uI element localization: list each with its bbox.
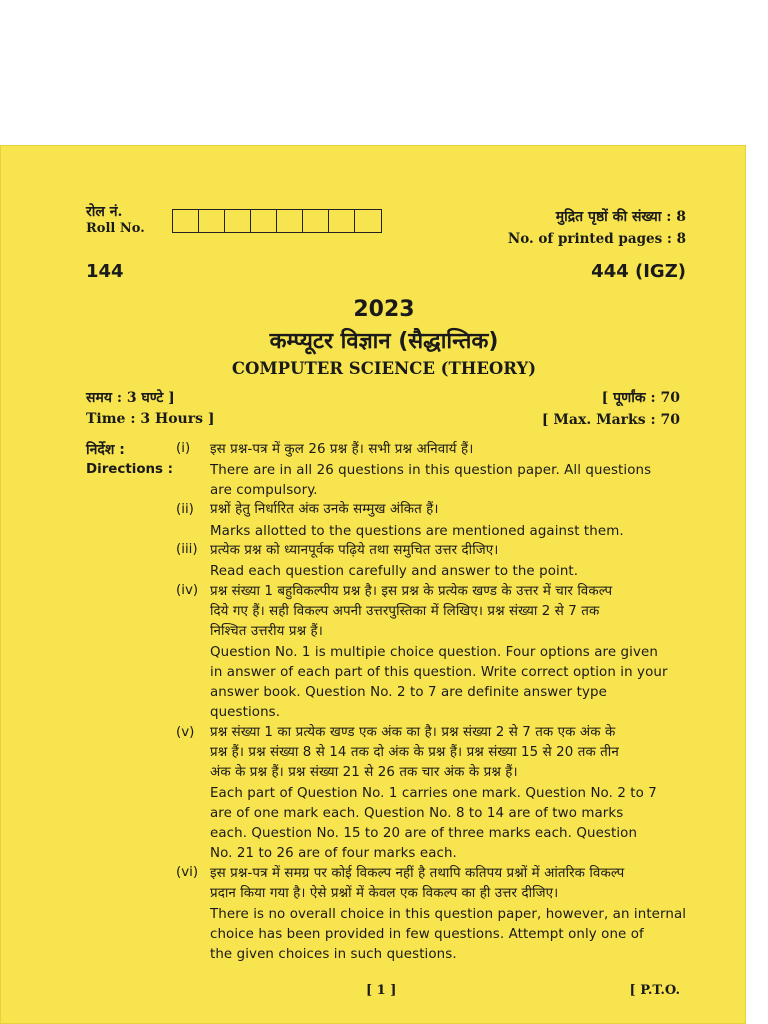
direction-text-english-line: No. 21 to 26 are of four marks each. (210, 846, 457, 861)
max-marks-hindi: [ पूर्णांक : 70 (601, 390, 680, 406)
direction-text-english-line: Each part of Question No. 1 carries one mark. Question No. 2 to 7 (210, 786, 657, 801)
direction-text-english-line: in answer of each part of this question. Write correct option in your (210, 665, 668, 680)
direction-text-english-line: Read each question carefully and answer to the point. (210, 564, 579, 579)
roll-label-english: Roll No. (86, 221, 145, 236)
direction-text-english-line: There is no overall choice in this question paper, however, an internal (210, 907, 687, 922)
please-turn-over: [ P.T.O. (629, 983, 680, 998)
direction-text-english-line: the given choices in such questions. (210, 947, 457, 962)
direction-number: (i) (176, 441, 191, 456)
direction-number: (iv) (176, 583, 199, 598)
roll-digit-box[interactable] (277, 210, 303, 232)
roll-digit-box[interactable] (355, 210, 381, 232)
question-paper-sheet (0, 145, 746, 1024)
directions-label-english: Directions : (86, 462, 174, 477)
page-number: [ 1 ] (366, 983, 397, 998)
roll-digit-box[interactable] (303, 210, 329, 232)
direction-text-hindi: प्रश्नों हेतु निर्धारित अंक उनके सम्मुख अंकित हैं। (210, 502, 439, 517)
direction-text-hindi-line: निश्चित उत्तरीय प्रश्न हैं। (210, 624, 323, 639)
max-marks-english: [ Max. Marks : 70 (541, 412, 680, 428)
subject-title-english: COMPUTER SCIENCE (THEORY) (231, 359, 537, 378)
time-hindi: समय : 3 घण्टे ] (86, 390, 175, 406)
paper-code-right: 444 (IGZ) (591, 261, 686, 282)
roll-number-boxes[interactable] (172, 209, 382, 233)
paper-code-left: 144 (86, 261, 124, 282)
printed-pages-english: No. of printed pages : 8 (507, 231, 686, 247)
direction-number: (iii) (176, 542, 198, 557)
direction-text-english-line: There are in all 26 questions in this question paper. All questions (210, 463, 652, 478)
direction-number: (v) (176, 725, 195, 740)
roll-digit-box[interactable] (329, 210, 355, 232)
roll-digit-box[interactable] (251, 210, 277, 232)
direction-text-english-line: questions. (210, 705, 281, 720)
direction-text-hindi-line: प्रश्न हैं। प्रश्न संख्या 8 से 14 तक दो अंक के प्रश्न हैं। प्रश्न संख्या 15 से 20 तक तीन (210, 745, 619, 760)
direction-number: (ii) (176, 502, 194, 517)
direction-text-english-line: each. Question No. 15 to 20 are of three marks each. Question (210, 826, 638, 841)
time-english: Time : 3 Hours ] (86, 411, 215, 427)
direction-number: (vi) (176, 865, 199, 880)
direction-text-english-line: Marks allotted to the questions are mentioned against them. (210, 524, 624, 539)
direction-text-english-line: are compulsory. (210, 483, 318, 498)
direction-text-hindi-line: प्रश्न संख्या 1 बहुविकल्पीय प्रश्न है। इस प्रश्न के प्रत्येक खण्ड के उत्तर में चार विकल्प (210, 584, 613, 599)
direction-text-english-line: Question No. 1 is multipie choice question. Four options are given (210, 645, 658, 660)
directions-label-hindi: निर्देश : (86, 442, 125, 458)
roll-digit-box[interactable] (199, 210, 225, 232)
direction-text-english-line: choice has been provided in few questions. Attempt only one of (210, 927, 644, 942)
direction-text-hindi-line: अंक के प्रश्न हैं। प्रश्न संख्या 21 से 26 तक चार अंक के प्रश्न हैं। (210, 765, 518, 780)
direction-text-hindi-line: दिये गए हैं। सही विकल्प अपनी उत्तरपुस्तिका में लिखिए। प्रश्न संख्या 2 से 7 तक (210, 604, 600, 619)
subject-title-hindi: कम्प्यूटर विज्ञान (सैद्धान्तिक) (269, 329, 499, 354)
direction-text-hindi-line: प्रदान किया गया है। ऐसे प्रश्नों में केवल एक विकल्प का ही उत्तर दीजिए। (210, 886, 559, 901)
exam-year: 2023 (353, 297, 415, 322)
direction-text-hindi-line: प्रश्न संख्या 1 का प्रत्येक खण्ड एक अंक का है। प्रश्न संख्या 2 से 7 तक एक अंक के (210, 725, 616, 740)
roll-digit-box[interactable] (173, 210, 199, 232)
direction-text-english-line: answer book. Question No. 2 to 7 are definite answer type (210, 685, 607, 700)
direction-text-hindi: प्रत्येक प्रश्न को ध्यानपूर्वक पढ़िये तथा समुचित उत्तर दीजिए। (210, 543, 499, 558)
roll-digit-box[interactable] (225, 210, 251, 232)
direction-text-hindi-line: इस प्रश्न-पत्र में समग्र पर कोई विकल्प नहीं है तथापि कतिपय प्रश्नों में आंतरिक विकल्प (210, 866, 625, 881)
roll-label-hindi: रोल नं. (86, 204, 123, 220)
printed-pages-hindi: मुद्रित पृष्ठों की संख्या : 8 (555, 209, 686, 225)
direction-text-hindi: इस प्रश्न-पत्र में कुल 26 प्रश्न हैं। सभी प्रश्न अनिवार्य हैं। (210, 442, 474, 457)
direction-text-english-line: are of one mark each. Question No. 8 to 14 are of two marks (210, 806, 624, 821)
